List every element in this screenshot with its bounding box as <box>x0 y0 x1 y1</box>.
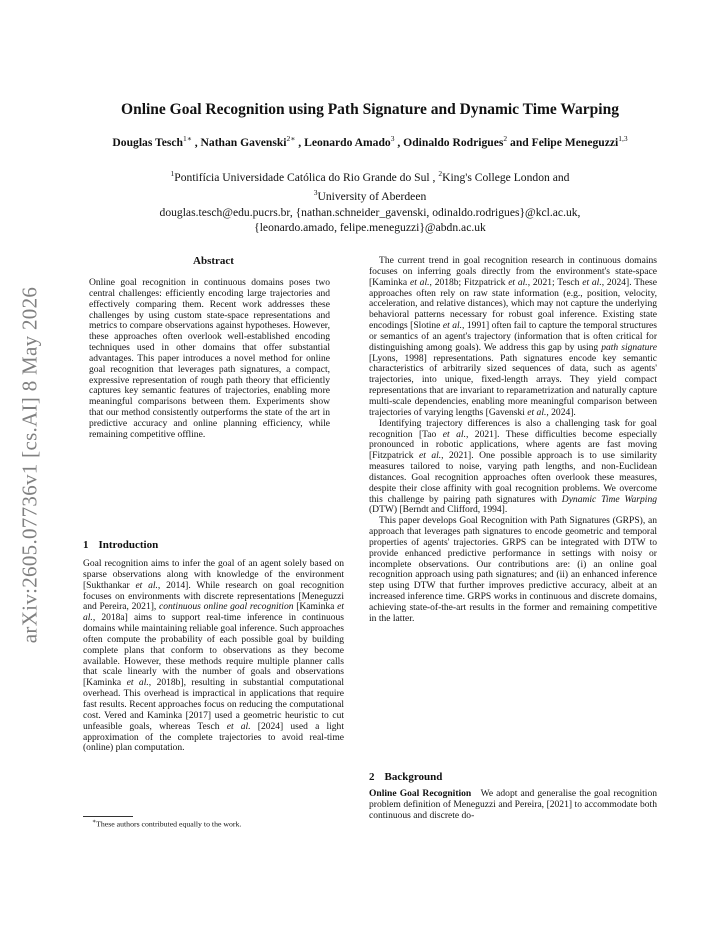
arxiv-id: arXiv:2605.07736v1 [cs.AI] 8 May 2026 <box>17 286 42 644</box>
paragraph: The current trend in goal recognition research in continuous domains focuses on inferring goals directly from the environment's state-space [Kaminka et al., 2018b; Fitzpatrick et al., 2021; Tesch et al., 2024]. These approaches often rely on raw state information (e.g., position, velocity, acceleration, and relative distances), which may not capture the underlying behavioral patterns necessary for robust goal inference. Existing state encodings [Slotine et al., 1991] often fail to capture the temporal structures or semantics of an agent's trajectory (information that is often critical for distinguishing among goals). We address this gap by using path signature [Lyons, 1998] representations. Path signatures encode key semantic characteristics of arbitrarily sized sequences of data, such as agents' trajectories, into unique, fixed-length arrays. They yield compact representations that are invariant to reparametrization and naturally capture multi-scale dependencies, enabling more meaningful comparison between trajectories of varying lengths [Gavenski et al., 2024]. <box>369 255 658 418</box>
paragraph: Identifying trajectory differences is also a challenging task for goal recognition [Tao et al., 2021]. These difficulties become especially pronounced in robotic applications, where agents are fast moving [Fitzpatrick et al., 2021]. One possible approach is to use similarity measures tailored to noise, varying path lengths, and non-Euclidean distances. Goal recognition approaches often overlook these measures, despite their close affinity with goal recognition problems. We overcome this challenge by pairing path signatures with Dynamic Time Warping (DTW) [Berndt and Clifford, 1994]. <box>369 417 658 516</box>
paragraph: This paper develops Goal Recognition with Path Signatures (GRPS), an approach that leverages path signatures to encode geometric and temporal properties of agents' trajectories. GRPS can be integrated with DTW to provide enhanced predictive performance in settings with noisy or incomplete observations. Our contributions are: (i) an online goal recognition approach using path signatures; and (ii) an enhanced inference step using DTW that further improves predictive accuracy, albeit at an increased inference time. GRPS works in continuous and discrete domains, achieving state-of-the-art results in the former and remaining competitive in the latter. <box>369 515 657 624</box>
section-number: 1 <box>83 539 89 551</box>
paragraph: Goal recognition aims to infer the goal of an agent solely based on sparse observations along with knowledge of the environment [Sukthankar et al., 2014]. While research on goal recognition focuses on environments with discrete representations [Meneguzzi and Pereira, 2021], continuous online goal recognition [Kaminka et al., 2018a] aims to support real-time inference in continuous domains while maintaining reliable goal inference. Such approaches often compute the probability of each possible goal by building complete plans that conform to observations as they become available. However, these methods require multiple planner calls that scale linearly with the number of goals and observations [Kaminka et al., 2018b], resulting in substantial computational overhead. This overhead is impractical in applications that require fast results. Recent approaches focus on reducing the computational cost. Vered and Kaminka [2017] used a geometric heuristic to cut unfeasible goals, whereas Tesch et al. [2024] used a light approximation of the complete trajectories to avoid real-time (online) plan computation. <box>83 558 345 754</box>
arxiv-stamp <box>14 265 46 665</box>
background-body <box>369 789 657 822</box>
author-list: Douglas Tesch$^{1∗}$ , Nathan Gavenski$^{2∗}$ , Leonardo Amado$^3$ , Odinaldo Rodrigues$^2$ and Felipe Meneguzzi$^{1,3}$ <box>112 134 628 149</box>
right-column-body <box>369 256 657 625</box>
section-heading-introduction <box>83 539 158 551</box>
footnote: ∗These authors contributed equally to the work. <box>92 819 242 829</box>
affiliations: $^1$Pontifícia Universidade Católica do Rio Grande do Sul , $^2$King's College London and $^3$University of Aberdeen douglas.tesch@edu.pucrs.br, {nathan.schneider_gavenski, odinaldo.rodrigues}@kcl.ac.uk, {leonardo.amado, felipe.meneguzzi}@abdn.ac.uk <box>159 169 581 235</box>
run-in-text: We adopt and generalise the goal recognition problem definition of Meneguzzi and Pereira, [2021] to accommodate both continuous and discrete do- <box>369 788 657 821</box>
section-heading-background <box>369 771 442 783</box>
abstract-heading: Abstract <box>193 255 234 267</box>
section-number: 2 <box>369 771 375 783</box>
section-title: Introduction <box>98 539 159 551</box>
introduction-body <box>83 559 344 754</box>
run-in-heading: Online Goal Recognition <box>369 788 472 799</box>
abstract-text: Online goal recognition in continuous domains poses two central challenges: efficiently encoding large trajectories and effectively comparing them. Recent work addresses these challenges by using custom state-space representations and metrics to compare observations against hypotheses. However, these approaches often overlook well-established encoding techniques used in other domains that offer substantial advantages. This paper introduces a novel method for online goal recognition that leverages path signatures, a compact, expressive representation of rough path theory that efficiently captures key semantic features of trajectories, enabling more meaningful comparisons between them. Experiments show that our method consistently outperforms the state of the art in predictive accuracy and online planning efficiency, while remaining competitive offline. <box>89 277 330 440</box>
section-title: Background <box>384 771 443 783</box>
footnote-rule <box>83 816 133 817</box>
paragraph <box>369 789 657 822</box>
paper-title: Online Goal Recognition using Path Signature and Dynamic Time Warping <box>121 101 619 118</box>
